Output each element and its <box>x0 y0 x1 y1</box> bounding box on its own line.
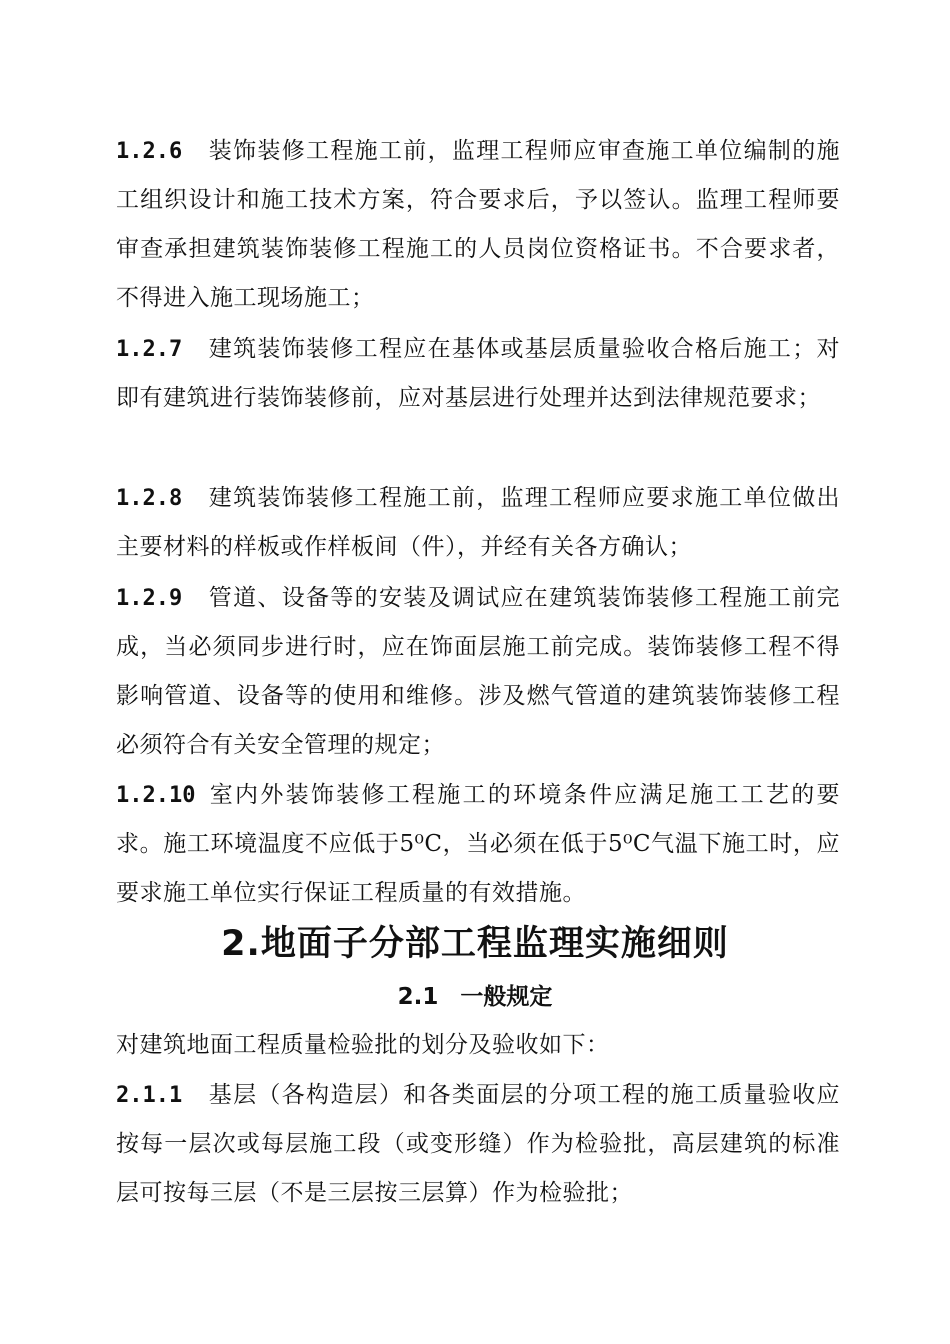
clause-text: 基层（各构造层）和各类面层的分项工程的施工质量验收应按每一层次或每层施工段（或变形缝）作为检验批，高层建筑的标准层可按每三层（不是三层按三层算）作为检验批； <box>116 1082 840 1206</box>
clause-number: 1.2.10 <box>116 783 196 808</box>
clause-1-2-10 <box>116 771 840 918</box>
section-title: 2.地面子分部工程监理实施细则 <box>221 924 729 964</box>
subsection-title: 一般规定 <box>460 984 553 1010</box>
clause-2-1-1 <box>116 1071 840 1218</box>
clause-number: 1.2.9 <box>116 586 183 611</box>
clause-text: 管道、设备等的安装及调试应在建筑装饰装修工程施工前完成，当必须同步进行时，应在饰面层施工前完成。装饰装修工程不得影响管道、设备等的使用和维修。涉及燃气管道的建筑装饰装修工程必须符合有关安全管理的规定； <box>116 585 840 758</box>
clause-text: 建筑装饰装修工程应在基体或基层质量验收合格后施工；对即有建筑进行装饰装修前，应对基层进行处理并达到法律规范要求； <box>116 336 840 411</box>
clause-1-2-8 <box>116 474 840 572</box>
intro-paragraph <box>116 1021 840 1070</box>
clause-number: 1.2.8 <box>116 486 183 511</box>
clause-number: 1.2.6 <box>116 139 183 164</box>
clause-1-2-6 <box>116 127 840 323</box>
clause-1-2-9 <box>116 574 840 770</box>
subsection-heading <box>0 976 950 1018</box>
clause-1-2-7 <box>116 325 840 423</box>
clause-number: 2.1.1 <box>116 1083 183 1108</box>
clause-text: 建筑装饰装修工程施工前，监理工程师应要求施工单位做出主要材料的样板或作样板间（件），并经有关各方确认； <box>116 485 840 560</box>
subsection-number: 2.1 <box>397 984 439 1010</box>
clause-text: 装饰装修工程施工前，监理工程师应审查施工单位编制的施工组织设计和施工技术方案，符合要求后，予以签认。监理工程师要审查承担建筑装饰装修工程施工的人员岗位资格证书。不合要求者，不得进入施工现场施工； <box>116 138 840 311</box>
intro-text: 对建筑地面工程质量检验批的划分及验收如下： <box>116 1032 610 1058</box>
clause-text: 室内外装饰装修工程施工的环境条件应满足施工工艺的要求。施工环境温度不应低于5⁰C，当必须在低于5⁰C气温下施工时，应要求施工单位实行保证工程质量的有效措施。 <box>116 782 840 906</box>
clause-number: 1.2.7 <box>116 337 183 362</box>
